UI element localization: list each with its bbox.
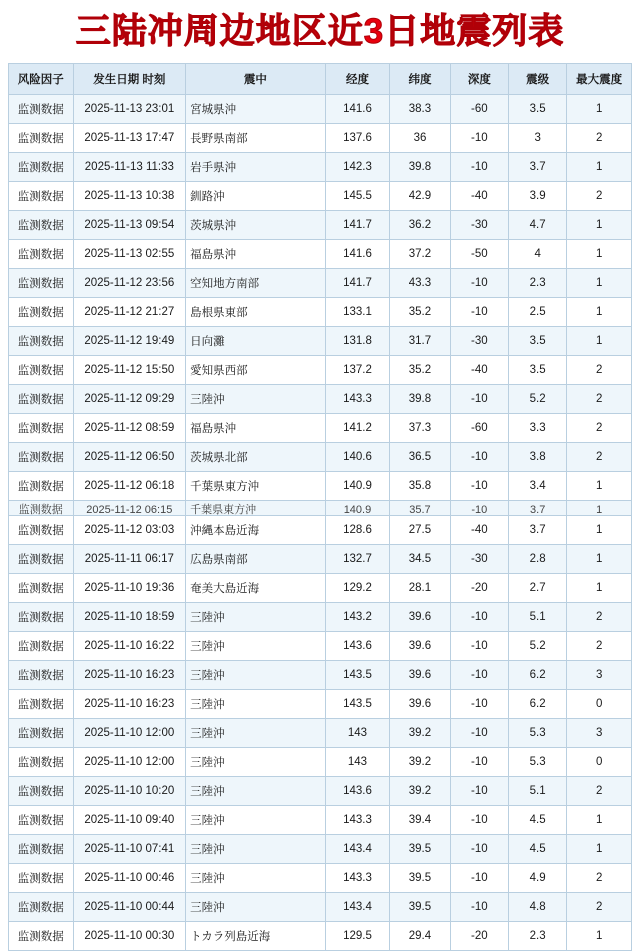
- cell-longitude: 142.3: [325, 152, 390, 181]
- cell-epicenter: 三陸沖: [186, 863, 326, 892]
- cell-max-intensity: 2: [567, 863, 632, 892]
- cell-depth: -40: [450, 515, 508, 544]
- cell-latitude: 39.6: [390, 602, 450, 631]
- cell-latitude: 37.2: [390, 239, 450, 268]
- cell-latitude: 36.5: [390, 442, 450, 471]
- cell-depth: -10: [450, 442, 508, 471]
- cell-depth: -10: [450, 747, 508, 776]
- cell-longitude: 143.3: [325, 384, 390, 413]
- cell-epicenter: 三陸沖: [186, 776, 326, 805]
- cell-latitude: 35.8: [390, 471, 450, 500]
- cell-epicenter: 三陸沖: [186, 747, 326, 776]
- table-row[interactable]: [9, 181, 632, 210]
- cell-magnitude: 4.5: [509, 805, 567, 834]
- cell-risk-factor: 监测数据: [9, 297, 74, 326]
- cell-depth: -10: [450, 776, 508, 805]
- cell-depth: -40: [450, 355, 508, 384]
- cell-magnitude: 3: [509, 123, 567, 152]
- table-row[interactable]: [9, 805, 632, 834]
- cell-latitude: 34.5: [390, 544, 450, 573]
- cell-epicenter: 岩手県沖: [186, 152, 326, 181]
- cell-risk-factor: 监测数据: [9, 413, 74, 442]
- cell-risk-factor: 监测数据: [9, 863, 74, 892]
- cell-longitude: 140.6: [325, 442, 390, 471]
- cell-latitude: 35.2: [390, 297, 450, 326]
- cell-latitude: 39.5: [390, 834, 450, 863]
- cell-depth: -20: [450, 921, 508, 950]
- table-row[interactable]: [9, 689, 632, 718]
- table-row[interactable]: [9, 355, 632, 384]
- cell-max-intensity: 2: [567, 123, 632, 152]
- cell-latitude: 39.5: [390, 863, 450, 892]
- cell-depth: -50: [450, 239, 508, 268]
- cell-max-intensity: 1: [567, 515, 632, 544]
- cell-datetime: 2025-11-13 23:01: [73, 94, 186, 123]
- page-title: 三陆冲周边地区近3日地震列表: [75, 12, 565, 51]
- cell-magnitude: 2.5: [509, 297, 567, 326]
- table-row[interactable]: [9, 515, 632, 544]
- cell-depth: -10: [450, 297, 508, 326]
- cell-risk-factor: 监测数据: [9, 442, 74, 471]
- cell-magnitude: 3.9: [509, 181, 567, 210]
- cell-max-intensity: 1: [567, 471, 632, 500]
- table-header: [9, 63, 632, 94]
- cell-latitude: 43.3: [390, 268, 450, 297]
- cell-magnitude: 3.5: [509, 326, 567, 355]
- cell-datetime: 2025-11-10 10:20: [73, 776, 186, 805]
- cell-longitude: 143.6: [325, 776, 390, 805]
- table-row[interactable]: [9, 631, 632, 660]
- column-header-latitude: 纬度: [390, 63, 450, 94]
- cell-max-intensity: 1: [567, 268, 632, 297]
- cell-magnitude: 2.7: [509, 573, 567, 602]
- cell-longitude: 143.5: [325, 689, 390, 718]
- cell-longitude: 141.2: [325, 413, 390, 442]
- cell-magnitude: 3.4: [509, 471, 567, 500]
- cell-epicenter: 千葉県東方沖: [186, 471, 326, 500]
- cell-longitude: 132.7: [325, 544, 390, 573]
- cell-magnitude: 2.3: [509, 921, 567, 950]
- cell-epicenter: 宮城県沖: [186, 94, 326, 123]
- cell-depth: -30: [450, 210, 508, 239]
- cell-longitude: 131.8: [325, 326, 390, 355]
- cell-datetime: 2025-11-12 06:18: [73, 471, 186, 500]
- cell-risk-factor: 监测数据: [9, 689, 74, 718]
- table-row[interactable]: [9, 152, 632, 181]
- cell-datetime: 2025-11-12 06:50: [73, 442, 186, 471]
- cell-magnitude: 5.3: [509, 718, 567, 747]
- cell-longitude: 143.5: [325, 660, 390, 689]
- cell-longitude: 141.6: [325, 239, 390, 268]
- cell-max-intensity: 2: [567, 892, 632, 921]
- cell-datetime: 2025-11-10 16:23: [73, 660, 186, 689]
- cell-depth: -30: [450, 544, 508, 573]
- table-body: [9, 94, 632, 950]
- column-header-longitude: 经度: [325, 63, 390, 94]
- cell-latitude: 36.2: [390, 210, 450, 239]
- cell-epicenter: 日向灘: [186, 326, 326, 355]
- cell-risk-factor: 监测数据: [9, 471, 74, 500]
- cell-max-intensity: 1: [567, 805, 632, 834]
- cell-risk-factor: 监测数据: [9, 500, 74, 515]
- cell-risk-factor: 监测数据: [9, 326, 74, 355]
- cell-latitude: 39.8: [390, 384, 450, 413]
- cell-latitude: 39.5: [390, 892, 450, 921]
- cell-datetime: 2025-11-13 10:38: [73, 181, 186, 210]
- cell-risk-factor: 监测数据: [9, 384, 74, 413]
- cell-longitude: 143.2: [325, 602, 390, 631]
- cell-epicenter: 三陸沖: [186, 631, 326, 660]
- cell-magnitude: 5.2: [509, 631, 567, 660]
- table-row[interactable]: [9, 500, 632, 515]
- cell-epicenter: 三陸沖: [186, 602, 326, 631]
- cell-epicenter: 島根県東部: [186, 297, 326, 326]
- cell-risk-factor: 监测数据: [9, 355, 74, 384]
- table-row[interactable]: [9, 326, 632, 355]
- cell-risk-factor: 监测数据: [9, 210, 74, 239]
- earthquake-table: [8, 63, 632, 951]
- table-row[interactable]: [9, 442, 632, 471]
- cell-epicenter: 釧路沖: [186, 181, 326, 210]
- cell-longitude: 143.3: [325, 863, 390, 892]
- cell-epicenter: 三陸沖: [186, 718, 326, 747]
- cell-magnitude: 4.8: [509, 892, 567, 921]
- cell-datetime: 2025-11-12 21:27: [73, 297, 186, 326]
- table-row[interactable]: [9, 602, 632, 631]
- cell-datetime: 2025-11-12 23:56: [73, 268, 186, 297]
- cell-max-intensity: 1: [567, 210, 632, 239]
- cell-longitude: 129.2: [325, 573, 390, 602]
- cell-datetime: 2025-11-10 00:46: [73, 863, 186, 892]
- column-header-depth: 深度: [450, 63, 508, 94]
- cell-datetime: 2025-11-11 06:17: [73, 544, 186, 573]
- cell-latitude: 29.4: [390, 921, 450, 950]
- cell-longitude: 141.6: [325, 94, 390, 123]
- cell-datetime: 2025-11-10 16:22: [73, 631, 186, 660]
- cell-longitude: 129.5: [325, 921, 390, 950]
- cell-magnitude: 5.2: [509, 384, 567, 413]
- cell-epicenter: 空知地方南部: [186, 268, 326, 297]
- cell-risk-factor: 监测数据: [9, 660, 74, 689]
- cell-datetime: 2025-11-10 12:00: [73, 718, 186, 747]
- cell-risk-factor: 监测数据: [9, 515, 74, 544]
- cell-max-intensity: 1: [567, 544, 632, 573]
- cell-risk-factor: 监测数据: [9, 544, 74, 573]
- cell-epicenter: 長野県南部: [186, 123, 326, 152]
- cell-epicenter: 福島県沖: [186, 239, 326, 268]
- cell-depth: -10: [450, 834, 508, 863]
- cell-datetime: 2025-11-13 17:47: [73, 123, 186, 152]
- cell-datetime: 2025-11-13 02:55: [73, 239, 186, 268]
- cell-epicenter: 愛知県西部: [186, 355, 326, 384]
- cell-datetime: 2025-11-12 08:59: [73, 413, 186, 442]
- cell-magnitude: 4.5: [509, 834, 567, 863]
- cell-max-intensity: 0: [567, 747, 632, 776]
- table-row[interactable]: [9, 573, 632, 602]
- cell-max-intensity: 2: [567, 776, 632, 805]
- cell-datetime: 2025-11-12 03:03: [73, 515, 186, 544]
- cell-max-intensity: 3: [567, 660, 632, 689]
- cell-risk-factor: 监测数据: [9, 123, 74, 152]
- cell-longitude: 141.7: [325, 210, 390, 239]
- cell-longitude: 143.4: [325, 834, 390, 863]
- cell-depth: -60: [450, 413, 508, 442]
- cell-risk-factor: 监测数据: [9, 631, 74, 660]
- cell-latitude: 35.7: [390, 500, 450, 515]
- cell-longitude: 140.9: [325, 471, 390, 500]
- cell-max-intensity: 2: [567, 442, 632, 471]
- table-row[interactable]: [9, 239, 632, 268]
- cell-datetime: 2025-11-13 11:33: [73, 152, 186, 181]
- cell-datetime: 2025-11-10 00:44: [73, 892, 186, 921]
- table-row[interactable]: [9, 413, 632, 442]
- cell-longitude: 145.5: [325, 181, 390, 210]
- cell-epicenter: 三陸沖: [186, 384, 326, 413]
- table-row[interactable]: [9, 776, 632, 805]
- cell-risk-factor: 监测数据: [9, 152, 74, 181]
- cell-max-intensity: 2: [567, 413, 632, 442]
- cell-max-intensity: 1: [567, 239, 632, 268]
- cell-max-intensity: 0: [567, 689, 632, 718]
- cell-datetime: 2025-11-10 12:00: [73, 747, 186, 776]
- table-row[interactable]: [9, 718, 632, 747]
- cell-epicenter: 千葉県東方沖: [186, 500, 326, 515]
- cell-longitude: 141.7: [325, 268, 390, 297]
- cell-latitude: 39.8: [390, 152, 450, 181]
- column-header-max-intensity: 最大震度: [567, 63, 632, 94]
- cell-max-intensity: 1: [567, 297, 632, 326]
- cell-max-intensity: 2: [567, 631, 632, 660]
- cell-depth: -10: [450, 689, 508, 718]
- table-row[interactable]: [9, 921, 632, 950]
- table-row[interactable]: [9, 94, 632, 123]
- cell-magnitude: 3.3: [509, 413, 567, 442]
- cell-longitude: 143.6: [325, 631, 390, 660]
- cell-risk-factor: 监测数据: [9, 94, 74, 123]
- cell-depth: -10: [450, 631, 508, 660]
- table-row[interactable]: [9, 834, 632, 863]
- cell-magnitude: 5.3: [509, 747, 567, 776]
- cell-magnitude: 3.5: [509, 355, 567, 384]
- cell-latitude: 39.6: [390, 660, 450, 689]
- cell-depth: -10: [450, 863, 508, 892]
- table-row[interactable]: [9, 471, 632, 500]
- cell-longitude: 137.6: [325, 123, 390, 152]
- cell-datetime: 2025-11-12 06:15: [73, 500, 186, 515]
- cell-magnitude: 2.8: [509, 544, 567, 573]
- cell-latitude: 38.3: [390, 94, 450, 123]
- cell-epicenter: 茨城県北部: [186, 442, 326, 471]
- cell-latitude: 39.4: [390, 805, 450, 834]
- cell-datetime: 2025-11-10 19:36: [73, 573, 186, 602]
- cell-magnitude: 5.1: [509, 602, 567, 631]
- cell-latitude: 31.7: [390, 326, 450, 355]
- table-row[interactable]: [9, 747, 632, 776]
- cell-risk-factor: 监测数据: [9, 747, 74, 776]
- cell-magnitude: 6.2: [509, 660, 567, 689]
- cell-depth: -10: [450, 892, 508, 921]
- cell-max-intensity: 1: [567, 326, 632, 355]
- cell-datetime: 2025-11-12 15:50: [73, 355, 186, 384]
- cell-depth: -10: [450, 602, 508, 631]
- cell-datetime: 2025-11-10 18:59: [73, 602, 186, 631]
- table-header-row: [9, 63, 632, 94]
- cell-latitude: 35.2: [390, 355, 450, 384]
- cell-depth: -10: [450, 152, 508, 181]
- cell-depth: -10: [450, 660, 508, 689]
- cell-max-intensity: 1: [567, 573, 632, 602]
- cell-magnitude: 6.2: [509, 689, 567, 718]
- table-row[interactable]: [9, 544, 632, 573]
- cell-datetime: 2025-11-10 09:40: [73, 805, 186, 834]
- cell-latitude: 37.3: [390, 413, 450, 442]
- cell-longitude: 133.1: [325, 297, 390, 326]
- cell-risk-factor: 监测数据: [9, 892, 74, 921]
- cell-latitude: 28.1: [390, 573, 450, 602]
- cell-longitude: 143: [325, 747, 390, 776]
- cell-magnitude: 3.7: [509, 515, 567, 544]
- cell-datetime: 2025-11-10 16:23: [73, 689, 186, 718]
- cell-latitude: 42.9: [390, 181, 450, 210]
- page-title-container: [0, 0, 640, 63]
- cell-max-intensity: 2: [567, 602, 632, 631]
- cell-depth: -10: [450, 718, 508, 747]
- table-row[interactable]: [9, 268, 632, 297]
- cell-datetime: 2025-11-10 00:30: [73, 921, 186, 950]
- cell-max-intensity: 2: [567, 355, 632, 384]
- cell-risk-factor: 监测数据: [9, 573, 74, 602]
- cell-max-intensity: 2: [567, 181, 632, 210]
- cell-magnitude: 2.3: [509, 268, 567, 297]
- table-row[interactable]: [9, 297, 632, 326]
- cell-longitude: 143.3: [325, 805, 390, 834]
- cell-epicenter: 広島県南部: [186, 544, 326, 573]
- column-header-magnitude: 震级: [509, 63, 567, 94]
- cell-max-intensity: 1: [567, 152, 632, 181]
- earthquake-table-container: [0, 63, 640, 951]
- cell-epicenter: 奄美大島近海: [186, 573, 326, 602]
- cell-depth: -10: [450, 500, 508, 515]
- cell-max-intensity: 2: [567, 384, 632, 413]
- cell-longitude: 143.4: [325, 892, 390, 921]
- cell-epicenter: 三陸沖: [186, 892, 326, 921]
- cell-epicenter: 茨城県沖: [186, 210, 326, 239]
- cell-risk-factor: 监测数据: [9, 921, 74, 950]
- table-row[interactable]: [9, 892, 632, 921]
- cell-magnitude: 3.7: [509, 152, 567, 181]
- cell-epicenter: 三陸沖: [186, 805, 326, 834]
- cell-latitude: 27.5: [390, 515, 450, 544]
- cell-longitude: 143: [325, 718, 390, 747]
- cell-risk-factor: 监测数据: [9, 776, 74, 805]
- cell-epicenter: 沖縄本島近海: [186, 515, 326, 544]
- cell-datetime: 2025-11-12 09:29: [73, 384, 186, 413]
- cell-longitude: 137.2: [325, 355, 390, 384]
- cell-datetime: 2025-11-12 19:49: [73, 326, 186, 355]
- cell-latitude: 39.6: [390, 689, 450, 718]
- cell-risk-factor: 监测数据: [9, 718, 74, 747]
- cell-latitude: 39.2: [390, 747, 450, 776]
- cell-risk-factor: 监测数据: [9, 805, 74, 834]
- cell-datetime: 2025-11-13 09:54: [73, 210, 186, 239]
- cell-risk-factor: 监测数据: [9, 239, 74, 268]
- cell-magnitude: 4.9: [509, 863, 567, 892]
- cell-max-intensity: 1: [567, 834, 632, 863]
- cell-max-intensity: 1: [567, 94, 632, 123]
- table-row[interactable]: [9, 863, 632, 892]
- cell-latitude: 39.2: [390, 776, 450, 805]
- table-row[interactable]: [9, 123, 632, 152]
- cell-risk-factor: 监测数据: [9, 602, 74, 631]
- column-header-epicenter: 震中: [186, 63, 326, 94]
- cell-epicenter: トカラ列島近海: [186, 921, 326, 950]
- cell-latitude: 39.6: [390, 631, 450, 660]
- cell-depth: -10: [450, 123, 508, 152]
- column-header-datetime: 发生日期 时刻: [73, 63, 186, 94]
- cell-datetime: 2025-11-10 07:41: [73, 834, 186, 863]
- cell-depth: -10: [450, 805, 508, 834]
- cell-depth: -10: [450, 268, 508, 297]
- cell-max-intensity: 3: [567, 718, 632, 747]
- cell-max-intensity: 1: [567, 921, 632, 950]
- cell-risk-factor: 监测数据: [9, 834, 74, 863]
- cell-magnitude: 4: [509, 239, 567, 268]
- cell-epicenter: 三陸沖: [186, 660, 326, 689]
- cell-depth: -10: [450, 384, 508, 413]
- cell-epicenter: 三陸沖: [186, 689, 326, 718]
- cell-magnitude: 4.7: [509, 210, 567, 239]
- table-row[interactable]: [9, 660, 632, 689]
- cell-risk-factor: 监测数据: [9, 181, 74, 210]
- cell-longitude: 128.6: [325, 515, 390, 544]
- cell-magnitude: 5.1: [509, 776, 567, 805]
- cell-risk-factor: 监测数据: [9, 268, 74, 297]
- cell-epicenter: 三陸沖: [186, 834, 326, 863]
- cell-depth: -20: [450, 573, 508, 602]
- cell-epicenter: 福島県沖: [186, 413, 326, 442]
- cell-latitude: 39.2: [390, 718, 450, 747]
- cell-latitude: 36: [390, 123, 450, 152]
- cell-magnitude: 3.5: [509, 94, 567, 123]
- cell-depth: -60: [450, 94, 508, 123]
- cell-depth: -10: [450, 471, 508, 500]
- cell-longitude: 140.9: [325, 500, 390, 515]
- column-header-risk-factor: 风险因子: [9, 63, 74, 94]
- cell-max-intensity: 1: [567, 500, 632, 515]
- cell-magnitude: 3.8: [509, 442, 567, 471]
- cell-magnitude: 3.7: [509, 500, 567, 515]
- cell-depth: -40: [450, 181, 508, 210]
- cell-depth: -30: [450, 326, 508, 355]
- table-row[interactable]: [9, 210, 632, 239]
- table-row[interactable]: [9, 384, 632, 413]
